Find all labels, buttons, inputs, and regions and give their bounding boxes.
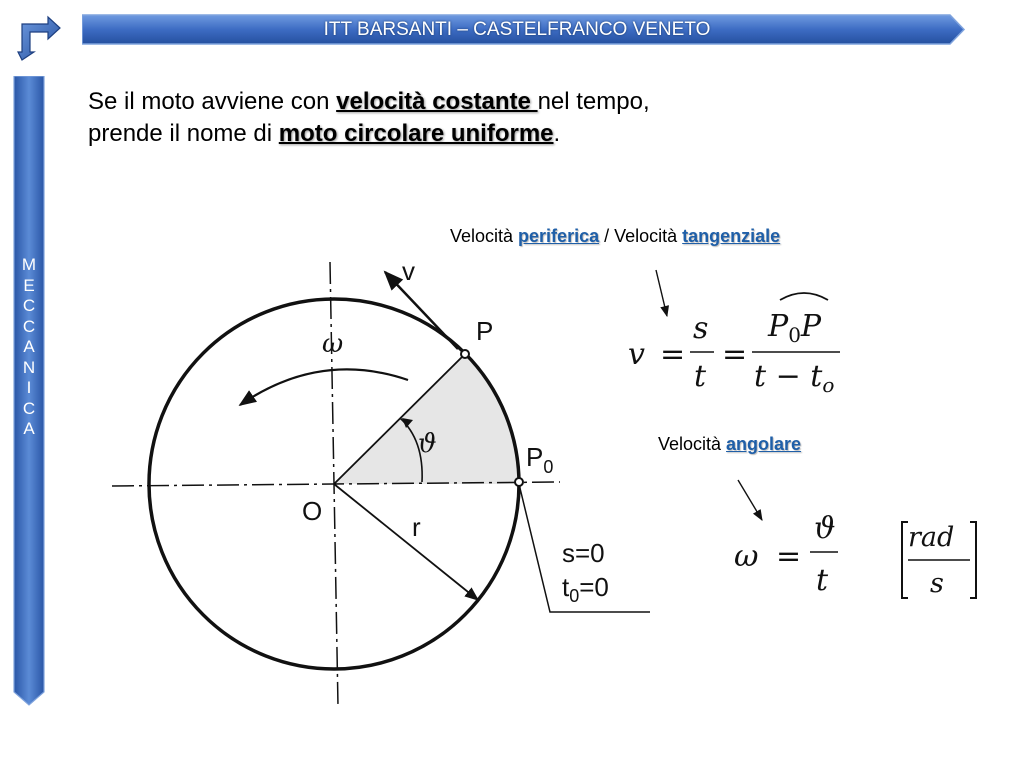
label-theta: ϑ <box>418 429 437 459</box>
unit-numerator: rad <box>908 522 955 553</box>
highlight-constant-velocity: velocità costante <box>336 88 538 115</box>
side-letter: A <box>23 337 35 356</box>
formula-w-symbol: ω <box>734 539 759 574</box>
bracket-right <box>970 522 976 598</box>
intro-text-part: Se il moto avviene con <box>88 88 337 115</box>
link-tangenziale[interactable]: tangenziale <box>682 226 781 246</box>
pointer-arrow-velocity <box>656 270 667 316</box>
intro-text-part: prende il nome di <box>88 120 279 147</box>
formula-v-t: t <box>694 359 707 394</box>
label-p: P <box>476 316 494 346</box>
side-letter: I <box>26 378 32 397</box>
formula-w-eq: = <box>776 539 802 574</box>
link-angolare[interactable]: angolare <box>726 434 802 454</box>
swept-sector <box>334 354 519 484</box>
caption-text: Velocità <box>450 226 519 246</box>
point-p <box>461 350 469 358</box>
arc-symbol <box>780 293 828 300</box>
side-letter: M <box>21 255 37 274</box>
radius-r-arrow <box>334 484 478 600</box>
side-letter: E <box>23 275 35 295</box>
pointer-arrow-angular <box>738 480 762 520</box>
header-title: ITT BARSANTI – CASTELFRANCO VENETO <box>323 19 711 40</box>
formula-w-t: t <box>816 563 829 598</box>
side-letter: A <box>23 419 35 438</box>
side-letter: C <box>22 398 36 418</box>
formula-v-eq2: = <box>722 337 748 372</box>
label-t0: $t_0=0$ <box>562 572 609 606</box>
formula-v-arc-p0p: $P_0P$ <box>768 309 822 347</box>
caption-text: Velocità <box>658 434 727 454</box>
highlight-uniform-circular-motion: moto circolare uniforme <box>278 120 554 147</box>
formula-angular-velocity <box>734 511 976 599</box>
label-o: O <box>302 496 323 526</box>
formula-v-denominator: $t - t_o$ <box>754 359 835 397</box>
side-letter: N <box>22 357 36 377</box>
formula-v-s: s <box>693 311 709 346</box>
label-s0: s=0 <box>562 538 605 568</box>
formula-linear-velocity <box>628 293 840 397</box>
formula-v-symbol: v <box>628 337 645 372</box>
side-letter: C <box>22 316 36 336</box>
label-v: v <box>402 256 415 286</box>
caption-text: / Velocità <box>599 226 683 246</box>
formula-v-eq1: = <box>660 337 686 372</box>
point-p0 <box>515 478 523 486</box>
label-omega: ω <box>322 329 344 359</box>
link-periferica[interactable]: periferica <box>518 226 600 246</box>
label-p0: $P_0$ <box>526 442 554 477</box>
side-letter: C <box>22 296 36 315</box>
label-r: r <box>412 512 421 542</box>
omega-arc-arrow <box>240 369 408 405</box>
intro-text-part: . <box>553 120 561 147</box>
unit-denominator: s <box>930 568 944 599</box>
formula-w-theta: ϑ <box>814 511 836 546</box>
circular-motion-diagram <box>112 262 650 706</box>
intro-text-part: nel tempo, <box>537 88 650 115</box>
